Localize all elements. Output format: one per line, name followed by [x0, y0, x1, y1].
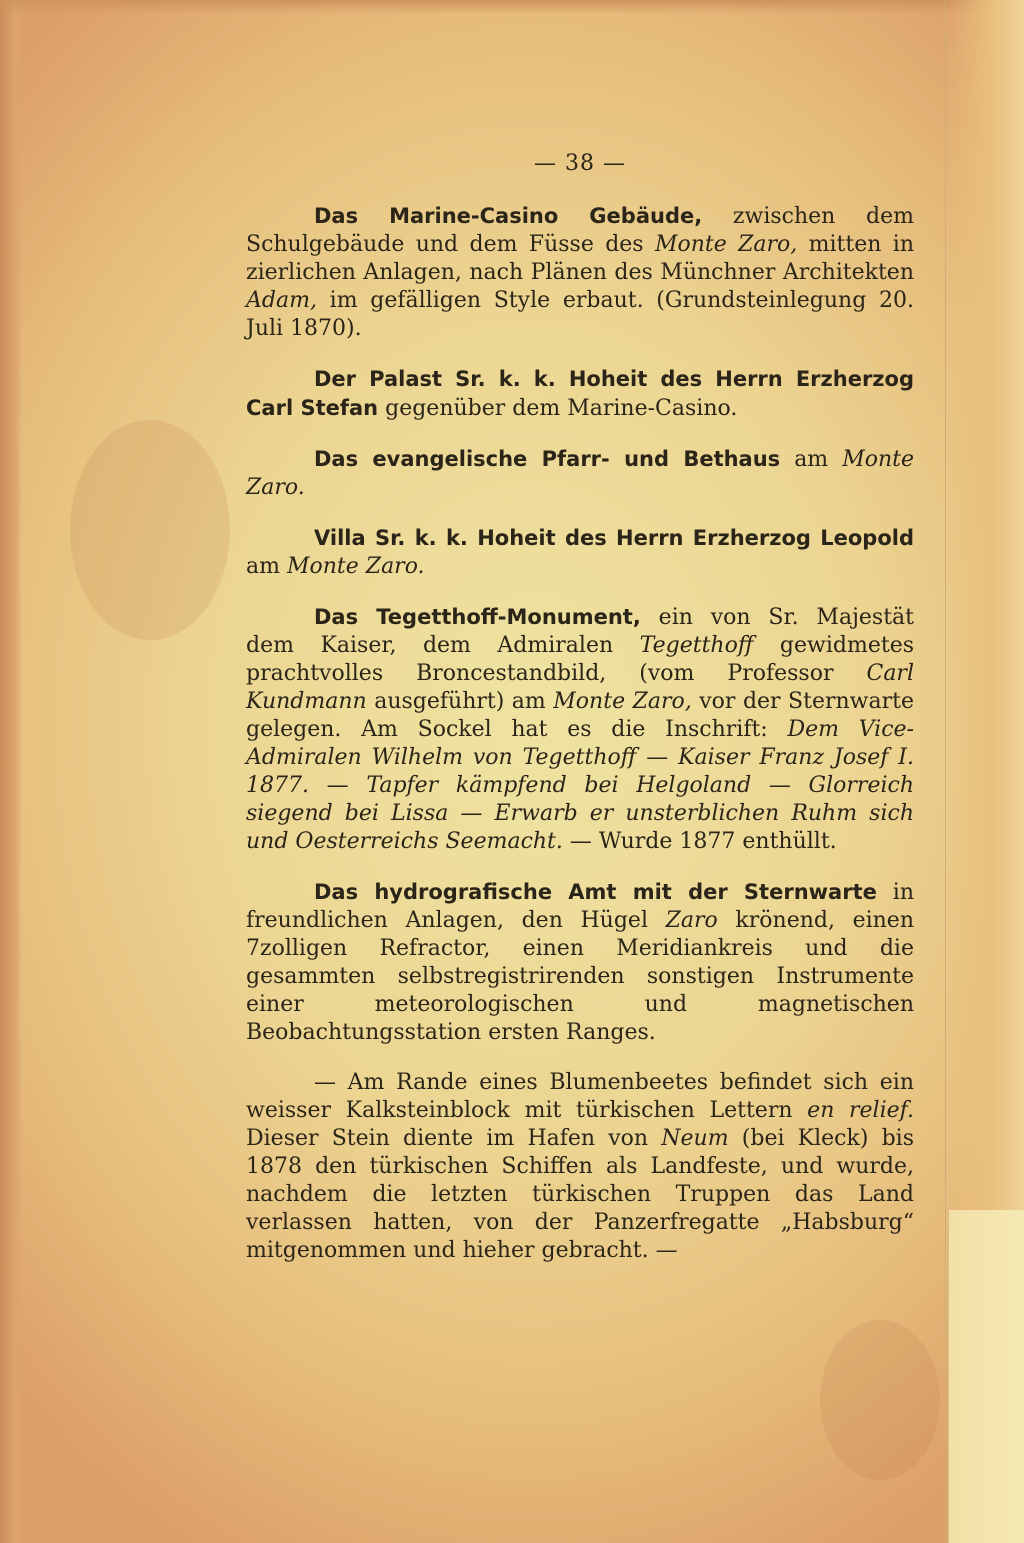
paragraph-text: mitten in zierlichen Anlagen, nach Plänen des Münchner Architekten	[246, 232, 914, 285]
paragraph-heading: Das Marine-Casino Gebäude,	[314, 204, 703, 228]
italic-text: Monte Zaro,	[553, 689, 692, 714]
page-top-edge	[0, 0, 1024, 14]
text-body	[246, 202, 914, 1265]
italic-text: Adam,	[246, 288, 317, 313]
paragraph-text: am	[246, 554, 287, 579]
paragraph	[246, 878, 914, 1047]
paragraph-text: zwischen dem Schulgebäude und dem Füsse des	[246, 204, 914, 257]
italic-text: Monte Zaro.	[246, 447, 914, 500]
paragraph-text: im gefälligen Style erbaut. (Grundsteinlegung 20. Juli 1870).	[246, 288, 914, 341]
page-left-edge	[0, 0, 22, 1543]
paragraph-text: in freundlichen Anlagen, den Hügel	[246, 880, 914, 933]
paragraph-heading: Villa Sr. k. k. Hoheit des Herrn Erzherzog Leopold	[314, 526, 914, 550]
paragraph-heading: Der Palast Sr. k. k. Hoheit des Herrn Erzherzog Carl Stefan	[246, 367, 914, 420]
paragraph-heading: Das Tegetthoff-Monument,	[314, 605, 641, 629]
italic-text: Dem Vice-Admiralen Wilhelm von Tegetthoff — Kaiser Franz Josef I. 1877. — Tapfer kämpfend bei Helgoland — Glorreich siegend bei Lissa — Erwarb er unsterblichen Ruhm sich und Oesterreichs Seemacht.	[246, 717, 914, 854]
paragraph-text: Dieser Stein diente im Hafen von	[246, 1126, 662, 1151]
paragraph-text: gegenüber dem Marine-Casino.	[378, 396, 738, 421]
italic-text: Monte Zaro.	[286, 554, 425, 579]
italic-text: Zaro	[665, 908, 718, 933]
paragraph	[246, 365, 914, 423]
paragraph	[246, 445, 914, 502]
paragraph-text: (bei Kleck) bis 1878 den türkischen Schiffen als Landfeste, und wurde, nachdem die letzten türkischen Truppen das Land verlassen hatten, von der Panzerfregatte „Habsburg“ mitgenommen und hieher gebracht. —	[246, 1126, 914, 1263]
paragraph-text: gewidmetes prachtvolles Broncestandbild, (vom Professor	[246, 633, 915, 686]
paragraph	[246, 202, 914, 343]
italic-text: Neum	[661, 1126, 729, 1151]
paragraph-heading: Das evangelische Pfarr- und Bethaus	[314, 447, 781, 471]
page-corner-fold	[948, 1210, 1024, 1543]
paragraph-heading: Das hydrografische Amt mit der Sternwarte	[314, 880, 877, 904]
paragraph-text: ein von Sr. Majestät dem Kaiser, dem Admiralen	[246, 605, 915, 658]
paragraph	[246, 524, 914, 581]
paragraph-text: — Wurde 1877 enthüllt.	[562, 829, 837, 854]
paragraph	[246, 1069, 914, 1265]
paragraph-text: ausgeführt) am	[366, 689, 554, 714]
paragraph-text: krönend, einen 7zolligen Refractor, einen Meridiankreis und die gesammten selbstregistrirenden sonstigen Instrumente einer meteorologischen und magnetischen Beobachtungsstation ersten Ranges.	[246, 908, 914, 1045]
paragraph-text: am	[780, 447, 843, 472]
page-number: — 38 —	[534, 151, 626, 176]
page-content	[246, 150, 914, 1287]
paper-stain	[820, 1320, 940, 1480]
italic-text: Monte Zaro,	[654, 232, 798, 257]
paper-stain	[70, 420, 230, 640]
italic-text: Carl Kundmann	[246, 661, 914, 714]
paragraph	[246, 603, 914, 856]
paragraph-text: vor der Sternwarte gelegen. Am Sockel hat es die Inschrift:	[246, 689, 915, 742]
italic-text: en relief.	[807, 1098, 914, 1123]
paragraph-text: — Am Rande eines Blumenbeetes befindet sich ein weisser Kalksteinblock mit türkischen Lettern	[246, 1070, 914, 1123]
italic-text: Tegetthoff	[639, 633, 754, 658]
